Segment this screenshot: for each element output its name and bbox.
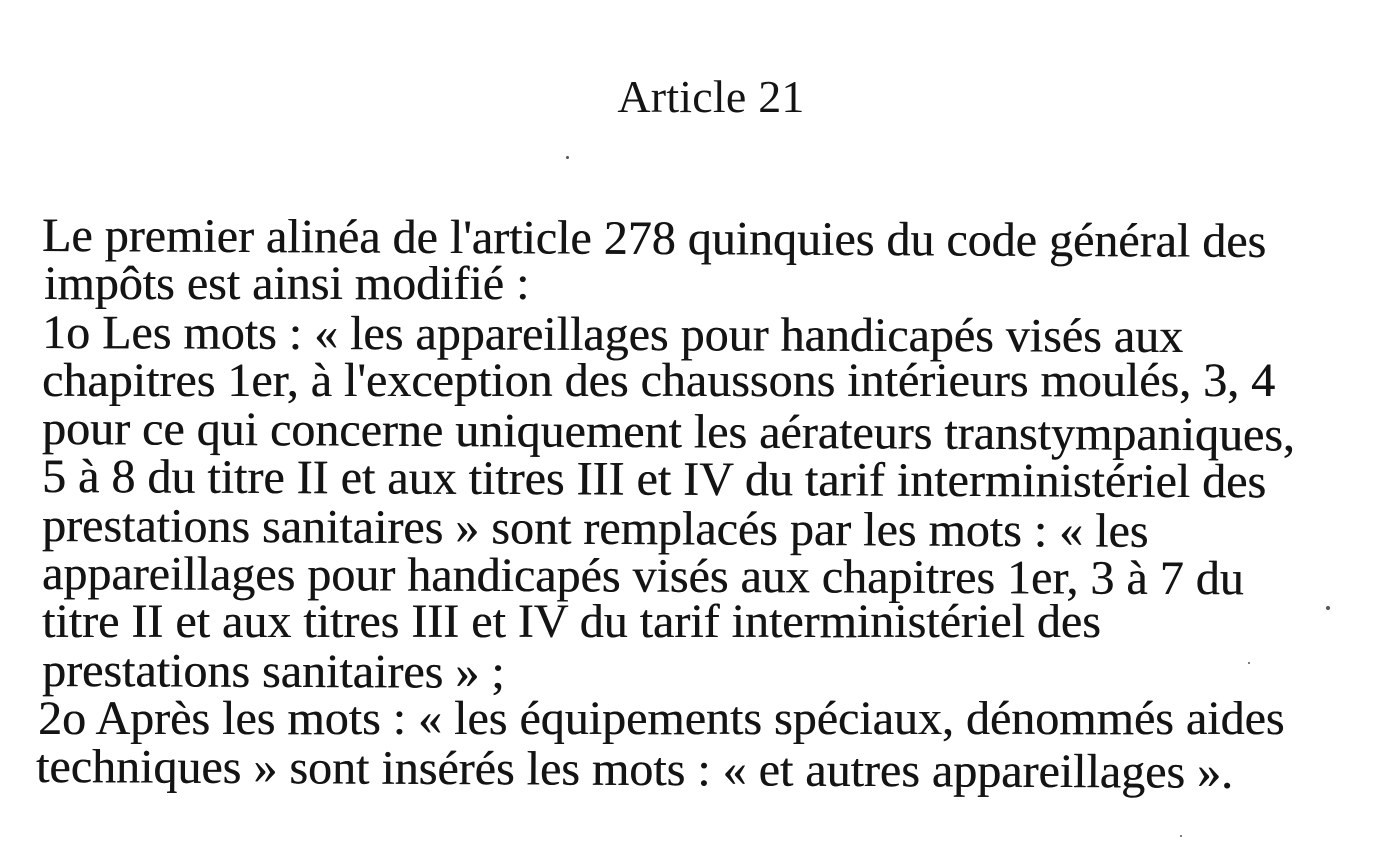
body-line-3: 1o Les mots : « les appareillages pour handicapés visés aux bbox=[41, 305, 1184, 363]
article-title: Article 21 bbox=[617, 71, 805, 122]
body-line-4: chapitres 1er, à l'exception des chaussons intérieurs moulés, 3, 4 bbox=[42, 353, 1276, 407]
scan-speck bbox=[1180, 835, 1182, 837]
article-body bbox=[35, 209, 1372, 800]
body-line-7: prestations sanitaires » sont remplacés par les mots : « les bbox=[41, 498, 1149, 558]
body-line-11: 2o Après les mots : « les équipements spéciaux, dénommés aides bbox=[38, 691, 1285, 745]
body-line-9: titre II et aux titres III et IV du tarif interministériel des bbox=[42, 595, 1101, 649]
body-line-1: Le premier alinéa de l'article 278 quinquies du code général des bbox=[41, 209, 1267, 268]
scan-speck bbox=[1248, 662, 1250, 664]
scan-speck bbox=[1326, 606, 1330, 610]
body-line-2: impôts est ainsi modifié : bbox=[44, 257, 530, 311]
scan-speck bbox=[566, 156, 569, 159]
body-line-5: pour ce qui concerne uniquement les aérateurs transtympaniques, bbox=[41, 402, 1296, 462]
body-line-6: 5 à 8 du titre II et aux titres III et IV du tarif interministériel des bbox=[41, 450, 1267, 509]
body-line-10: prestations sanitaires » ; bbox=[41, 643, 505, 699]
body-line-8: appareillages pour handicapés visés aux chapitres 1er, 3 à 7 du bbox=[41, 547, 1244, 606]
body-line-12: techniques » sont insérés les mots : « et autres appareillages ». bbox=[35, 740, 1234, 800]
